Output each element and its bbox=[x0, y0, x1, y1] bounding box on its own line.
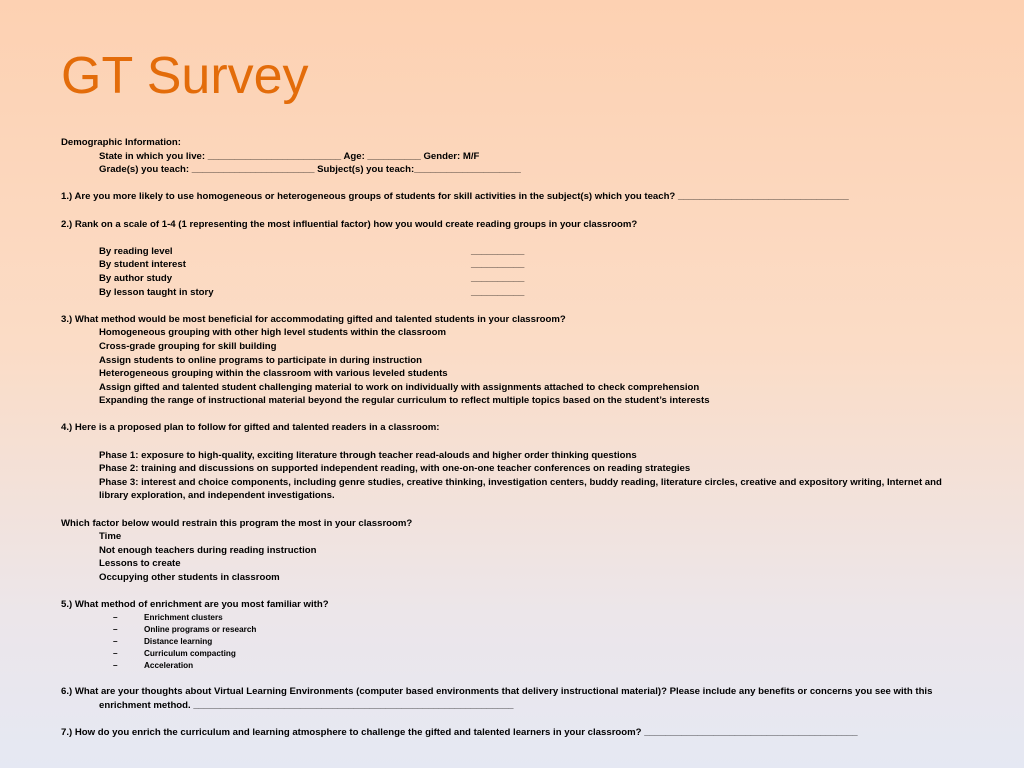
phase-item: Phase 2: training and discussions on supported independent reading, with one-on-one teacher conferences on reading strategies bbox=[99, 463, 691, 475]
q5-option-label: Curriculum compacting bbox=[144, 648, 236, 658]
dash-bullet: – bbox=[113, 660, 118, 670]
rank-item-label: By reading level bbox=[99, 245, 173, 257]
rank-item-label: By author study bbox=[99, 272, 173, 284]
question-2: 2.) Rank on a scale of 1-4 (1 representing the most influential factor) how you would create reading groups in your classroom? bbox=[61, 218, 638, 230]
q4-followup: Which factor below would restrain this program the most in your classroom? bbox=[61, 517, 413, 529]
q3-option: Heterogeneous grouping within the classroom with various leveled students bbox=[99, 368, 448, 380]
rank-item-blank: __________ bbox=[471, 272, 525, 284]
dash-bullet: – bbox=[113, 624, 118, 634]
demographic-line-1: State in which you live: _________________________ Age: __________ Gender: M/F bbox=[99, 150, 480, 162]
q3-option: Expanding the range of instructional material beyond the regular curriculum to reflect multiple topics based on the student’s interests bbox=[99, 395, 710, 407]
factor-item: Not enough teachers during reading instruction bbox=[99, 544, 317, 556]
q5-option bbox=[61, 648, 961, 660]
slide-title: GT Survey bbox=[61, 47, 309, 105]
demographic-line-2: Grade(s) you teach: _______________________ Subject(s) you teach:____________________ bbox=[99, 164, 521, 176]
rank-item bbox=[61, 272, 961, 286]
rank-item-label: By lesson taught in story bbox=[99, 286, 214, 298]
dash-bullet: – bbox=[113, 612, 118, 622]
rank-item bbox=[61, 258, 961, 272]
rank-item-label: By student interest bbox=[99, 259, 186, 271]
q5-option-label: Online programs or research bbox=[144, 624, 257, 634]
phase-item: Phase 1: exposure to high-quality, exciting literature through teacher read-alouds and higher order thinking questions bbox=[99, 449, 637, 461]
q5-option bbox=[61, 624, 961, 636]
q5-option-label: Enrichment clusters bbox=[144, 612, 223, 622]
question-5: 5.) What method of enrichment are you most familiar with? bbox=[61, 599, 329, 611]
q5-option bbox=[61, 660, 961, 672]
q3-option: Assign gifted and talented student challenging material to work on individually with assignments attached to check comprehension bbox=[99, 381, 700, 393]
rank-item-blank: __________ bbox=[471, 245, 525, 257]
survey-body bbox=[61, 136, 961, 740]
q3-option: Assign students to online programs to participate in during instruction bbox=[99, 354, 423, 366]
question-3: 3.) What method would be most beneficial for accommodating gifted and talented students in your classroom? bbox=[61, 313, 566, 325]
q5-option-label: Acceleration bbox=[144, 660, 194, 670]
phase-item: Phase 3: interest and choice components, including genre studies, creative thinking, investigation centers, buddy reading, literature circles, creative and expository writing, Internet and library exploration, and independent investigations. bbox=[99, 476, 942, 502]
dash-bullet: – bbox=[113, 648, 118, 658]
demographic-heading: Demographic Information: bbox=[61, 137, 181, 148]
q5-option bbox=[61, 612, 961, 624]
rank-item-blank: __________ bbox=[471, 286, 525, 298]
question-7: 7.) How do you enrich the curriculum and learning atmosphere to challenge the gifted and talented learners in your classroom? ________________________________________ bbox=[61, 727, 858, 739]
factor-item: Occupying other students in classroom bbox=[99, 572, 280, 583]
q5-option bbox=[61, 636, 961, 648]
question-4: 4.) Here is a proposed plan to follow for gifted and talented readers in a classroom: bbox=[61, 422, 440, 434]
q5-option-label: Distance learning bbox=[144, 636, 213, 646]
q3-option: Cross-grade grouping for skill building bbox=[99, 340, 277, 352]
dash-bullet: – bbox=[113, 636, 118, 646]
question-1: 1.) Are you more likely to use homogeneous or heterogeneous groups of students for skill activities in the subject(s) which you teach? ________________________________ bbox=[61, 191, 849, 203]
rank-item bbox=[61, 286, 961, 300]
question-6: 6.) What are your thoughts about Virtual Learning Environments (computer based environments that delivery instructional material)? Please include any benefits or concerns you see with this enrichment method. ____________________________________________________________ bbox=[61, 686, 933, 711]
rank-item bbox=[61, 245, 961, 259]
q3-option: Homogeneous grouping with other high level students within the classroom bbox=[99, 327, 446, 339]
factor-item: Time bbox=[99, 531, 122, 543]
factor-item: Lessons to create bbox=[99, 558, 181, 570]
rank-item-blank: __________ bbox=[471, 259, 525, 271]
